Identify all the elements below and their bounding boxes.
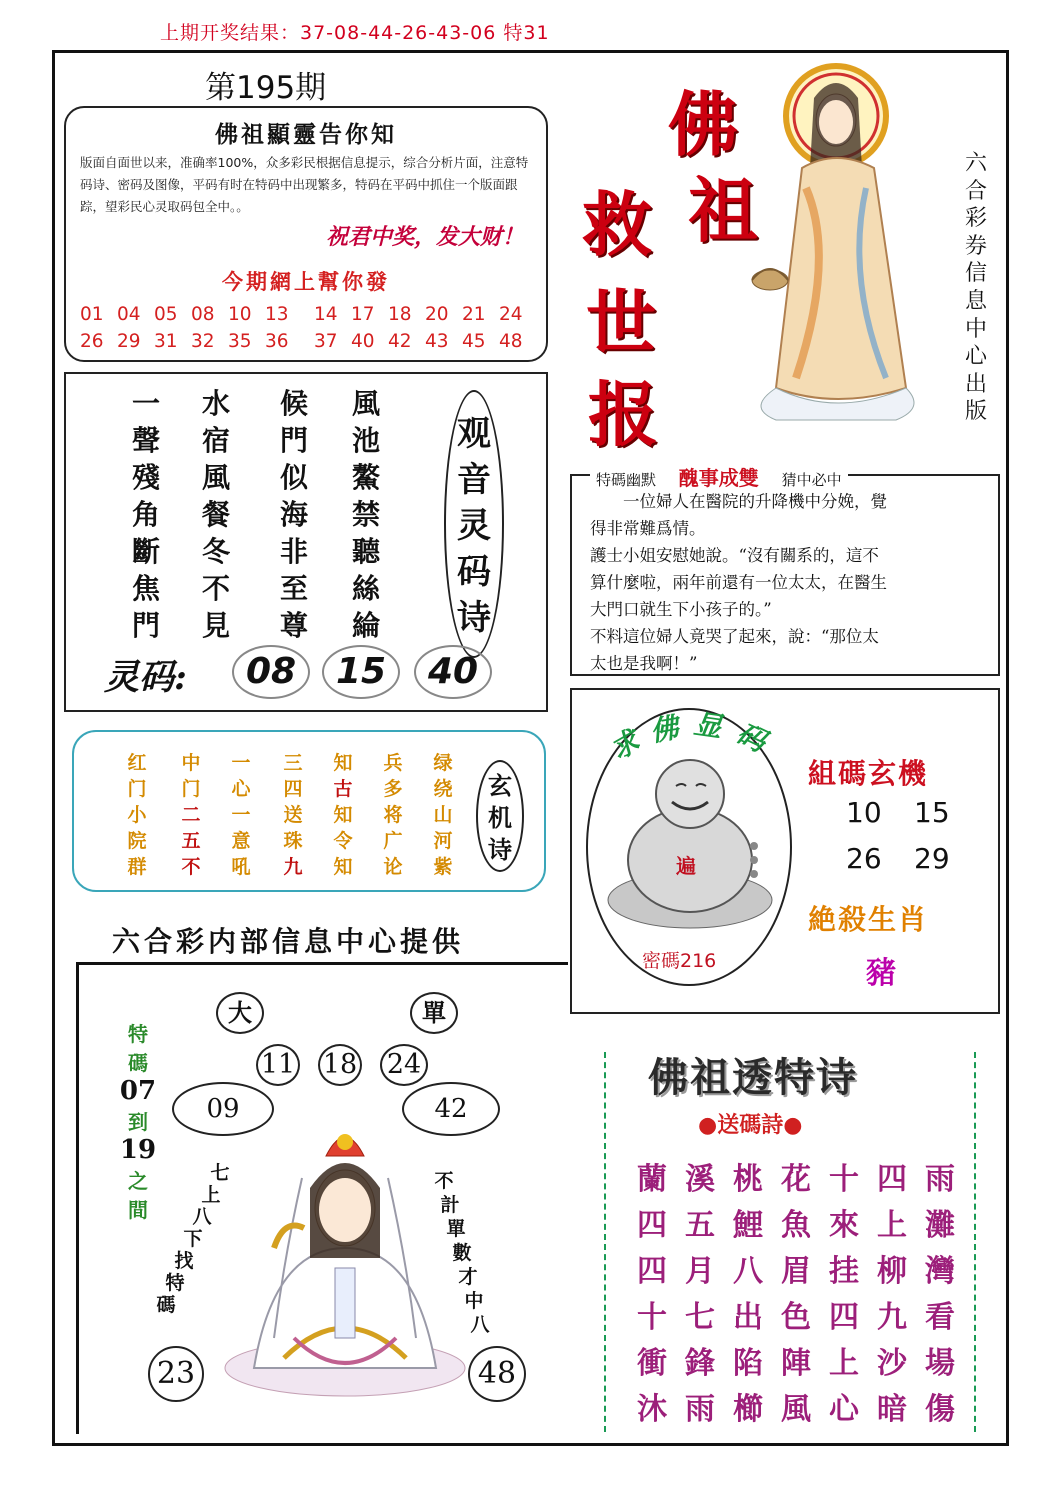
joke-header-right: 猜中必中 <box>781 471 842 489</box>
publisher-char: 息 <box>964 289 987 314</box>
poem-char: 七 <box>685 1300 715 1335</box>
poem-char: 紫 <box>433 856 453 878</box>
number: 45 <box>462 331 486 352</box>
poem-char: 門 <box>131 609 160 642</box>
poem-char: 门 <box>127 778 147 800</box>
fozu-poem-subtitle: ●送碼詩● <box>698 1113 803 1138</box>
tema-from: 07 <box>119 1076 157 1106</box>
publisher-char: 信 <box>964 261 987 287</box>
poem-char: 送 <box>283 804 303 826</box>
poem-char: 雨 <box>925 1162 955 1197</box>
joke-body <box>590 488 990 677</box>
poem-char: 餐 <box>201 498 230 531</box>
masthead-char: 佛 <box>668 83 738 166</box>
left-oval-number: 09 <box>172 1082 274 1136</box>
poem-char: 聽 <box>351 535 380 568</box>
number: 10 <box>228 304 252 325</box>
joke-header <box>590 462 848 491</box>
poem-char: 海 <box>279 498 308 531</box>
poem-char: 古 <box>333 778 353 800</box>
big-marker: 大 <box>216 992 264 1034</box>
poem-char: 月 <box>685 1254 715 1289</box>
number: 40 <box>351 331 375 352</box>
number: 43 <box>425 331 449 352</box>
poem-title-char: 码 <box>457 552 491 592</box>
poem-char: 溪 <box>685 1162 715 1197</box>
zuma-title: 組碼玄機 <box>808 757 929 790</box>
poem-char: 三 <box>283 752 303 774</box>
poem-char: 暗 <box>877 1392 907 1427</box>
poem-char: 四 <box>637 1208 667 1243</box>
tema-range <box>116 1018 160 1223</box>
publisher-char: 彩 <box>964 206 987 232</box>
poem-char: 心 <box>231 778 251 800</box>
tema-end: 之 <box>128 1169 148 1193</box>
number: 36 <box>265 331 289 352</box>
bottom-right-number: 48 <box>468 1346 526 1402</box>
phrase-char: 八 <box>470 1314 490 1336</box>
phrase-char: 單 <box>446 1218 466 1240</box>
joke-box <box>570 466 1000 676</box>
poem-char: 角 <box>131 498 160 531</box>
poem-char: 殘 <box>131 461 160 494</box>
poem-char: 宿 <box>201 424 230 457</box>
number: 26 <box>80 331 104 352</box>
joke-title: 醜事成雙 <box>678 466 759 490</box>
number-circle: 24 <box>380 1044 428 1086</box>
lingma-number: 08 <box>232 645 310 699</box>
poem-char: 不 <box>201 572 230 605</box>
info-box-body: 版面自面世以来，准确率100%，众多彩民根据信息提示，综合分析片面，注意特码诗、密码及图像，平码有时在特码中出现繁多，特码在平码中抓住一个版面跟踪，望彩民心灵取码包全中。。 <box>80 155 529 214</box>
number: 13 <box>265 304 289 325</box>
arc-title-char: 佛 <box>647 710 681 749</box>
poem-char: 山 <box>433 804 453 826</box>
poem-char: 絲 <box>351 572 380 605</box>
poem-char: 八 <box>733 1254 763 1289</box>
number: 21 <box>462 304 486 325</box>
poem-char: 红 <box>127 752 147 774</box>
number: 48 <box>499 331 523 352</box>
poem-char: 鯉 <box>733 1208 763 1243</box>
slogan: 祝君中奖，发大财！ <box>325 225 524 250</box>
tema-label: 碼 <box>128 1051 148 1075</box>
masthead-char: 救 <box>582 183 652 266</box>
number: 01 <box>80 304 104 325</box>
poem-char: 綸 <box>351 609 380 642</box>
poem-char: 風 <box>201 461 230 494</box>
poem-char: 灣 <box>925 1254 955 1289</box>
standing-guanyin-image <box>736 58 948 428</box>
publisher-char: 合 <box>964 178 987 204</box>
poem-char: 上 <box>877 1208 907 1243</box>
number: 31 <box>154 331 178 352</box>
number: 17 <box>351 304 375 325</box>
poem-char: 多 <box>383 778 403 800</box>
poem-char: 候 <box>279 387 308 420</box>
poem-char: 魚 <box>781 1208 811 1243</box>
poem-title-char: 观 <box>457 414 491 454</box>
arc-title-char: 码 <box>731 716 772 759</box>
joke-header-left: 特碼幽默 <box>596 471 657 489</box>
info-box-title: 佛祖顯靈告你知 <box>215 121 397 148</box>
poem-char: 風 <box>351 387 380 420</box>
poem-char: 知 <box>333 856 353 878</box>
poem-title-char: 诗 <box>488 835 512 864</box>
number: 37 <box>314 331 338 352</box>
poem-char: 院 <box>127 830 147 852</box>
poem-char: 陣 <box>781 1346 811 1381</box>
publisher-char: 中 <box>964 316 987 342</box>
poem-char: 一 <box>231 752 251 774</box>
lingma-number: 40 <box>414 645 492 699</box>
seated-guanyin-image <box>214 1098 476 1398</box>
publisher-char: 版 <box>964 399 987 425</box>
right-oval-number: 42 <box>402 1082 500 1136</box>
buddha-char: 遍 <box>676 854 696 878</box>
poem-char: 池 <box>351 424 380 457</box>
provider-line: 六合彩内部信息中心提供 <box>112 925 465 958</box>
joke-line: 太也是我啊！” <box>590 654 698 673</box>
phrase-char: 找 <box>174 1250 194 1272</box>
number: 14 <box>314 304 338 325</box>
joke-line: 算什麼啦，兩年前還有一位太太，在醫生 <box>590 573 887 592</box>
poem-char: 雨 <box>685 1392 715 1427</box>
poem-char: 看 <box>925 1300 955 1335</box>
zuma-number: 26 <box>846 842 882 875</box>
joke-line: 大門口就生下小孩子的。” <box>590 600 772 619</box>
arc-title-char: 求 <box>604 724 646 767</box>
poem-char: 至 <box>279 572 308 605</box>
publisher-char: 心 <box>964 344 987 370</box>
poem-char: 不 <box>181 856 201 878</box>
poem-char: 五 <box>685 1208 715 1243</box>
poem-char: 似 <box>279 461 308 494</box>
joke-line: 一位婦人在醫院的升降機中分娩，覺 <box>590 492 887 511</box>
info-box <box>64 106 548 362</box>
number: 32 <box>191 331 215 352</box>
number: 24 <box>499 304 523 325</box>
poem-char: 四 <box>283 778 303 800</box>
last-result-header: 上期开奖结果：37-08-44-26-43-06 特31 <box>160 22 550 44</box>
poem-char: 門 <box>279 424 308 457</box>
phrase-char: 碼 <box>156 1294 176 1316</box>
poem-char: 一 <box>131 387 160 420</box>
issue-number: 第195期 <box>205 70 327 106</box>
tema-label: 特 <box>128 1022 148 1046</box>
numbers-row-1 <box>80 304 536 325</box>
lingma-number: 15 <box>322 645 400 699</box>
phrase-char: 特 <box>165 1272 185 1294</box>
number: 29 <box>117 331 141 352</box>
poem-char: 眉 <box>781 1254 811 1289</box>
poem-title-char: 机 <box>488 803 512 832</box>
phrase-char: 計 <box>440 1194 460 1216</box>
number: 04 <box>117 304 141 325</box>
numbers-row-2 <box>80 331 536 352</box>
poem-char: 非 <box>279 535 308 568</box>
poem-char: 尊 <box>279 609 308 642</box>
poem-char: 蘭 <box>637 1162 667 1197</box>
phrase-char: 才 <box>458 1266 478 1288</box>
number-circle: 11 <box>256 1044 300 1086</box>
masthead-char: 报 <box>588 373 658 456</box>
poem-char: 四 <box>829 1300 859 1335</box>
poem-char: 衝 <box>637 1346 667 1381</box>
poem-char: 知 <box>333 804 353 826</box>
poem-char: 傷 <box>925 1392 955 1427</box>
poem-char: 沐 <box>637 1392 667 1427</box>
poem-char: 珠 <box>283 830 303 852</box>
poem-char: 見 <box>201 609 230 642</box>
poem-char: 二 <box>181 804 201 826</box>
poem-title-char: 灵 <box>457 506 491 546</box>
poem-char: 來 <box>829 1208 859 1243</box>
poem-char: 灘 <box>925 1208 955 1243</box>
publisher-char: 出 <box>964 371 987 397</box>
single-marker: 單 <box>410 992 458 1034</box>
poem-char: 群 <box>127 856 147 878</box>
poem-char: 绿 <box>433 752 453 774</box>
poem-char: 出 <box>733 1300 763 1335</box>
poem-char: 櫛 <box>733 1392 763 1427</box>
phrase-char: 數 <box>452 1242 472 1264</box>
poem-char: 場 <box>925 1346 955 1381</box>
publisher-char: 六 <box>964 151 987 176</box>
poem-char: 十 <box>637 1300 667 1335</box>
phrase-char: 不 <box>434 1170 454 1192</box>
poem-char: 门 <box>181 778 201 800</box>
joke-line: 護士小姐安慰她說。“沒有關系的，這不 <box>590 546 879 565</box>
poem-char: 上 <box>829 1346 859 1381</box>
poem-char: 風 <box>781 1392 811 1427</box>
poem-char: 中 <box>181 752 201 774</box>
poem-char: 绕 <box>433 778 453 800</box>
poem-char: 鋒 <box>685 1346 715 1381</box>
poem-char: 广 <box>383 830 403 852</box>
poem-char: 鰲 <box>351 461 380 494</box>
number: 08 <box>191 304 215 325</box>
joke-line: 得非常難爲情。 <box>590 519 706 538</box>
poem-char: 兵 <box>383 752 403 774</box>
poem-title-char: 音 <box>457 460 491 500</box>
poem-char: 一 <box>231 804 251 826</box>
poem-char: 聲 <box>131 424 160 457</box>
poem-char: 柳 <box>877 1254 907 1289</box>
laughing-buddha-image <box>604 750 776 930</box>
poem-char: 四 <box>877 1162 907 1197</box>
poem-char: 四 <box>637 1254 667 1289</box>
arc-title-char: 显 <box>691 707 724 744</box>
phrase-char: 中 <box>464 1290 484 1312</box>
poem-char: 十 <box>829 1162 859 1197</box>
poem-char: 焦 <box>131 572 160 605</box>
phrase-char: 上 <box>201 1184 221 1206</box>
poem-char: 挂 <box>829 1254 859 1289</box>
poem-title-char: 诗 <box>457 598 491 638</box>
poem-char: 令 <box>333 830 353 852</box>
tema-to: 19 <box>119 1135 157 1165</box>
zuma-number: 15 <box>914 796 950 829</box>
poem-char: 冬 <box>201 535 230 568</box>
zuma-number: 29 <box>914 842 950 875</box>
publisher-char: 券 <box>964 233 987 259</box>
poem-char: 心 <box>829 1392 859 1427</box>
lingma-label: 灵码: <box>104 657 187 698</box>
poem-char: 知 <box>333 752 353 774</box>
poem-char: 斷 <box>131 535 160 568</box>
number: 35 <box>228 331 252 352</box>
poem-char: 陷 <box>733 1346 763 1381</box>
kill-zodiac-value: 豬 <box>866 956 896 991</box>
poem-char: 论 <box>383 856 403 878</box>
tema-end: 間 <box>128 1198 148 1222</box>
poem-char: 将 <box>383 804 403 826</box>
poem-char: 九 <box>877 1300 907 1335</box>
phrase-char: 下 <box>183 1228 203 1250</box>
poem-char: 色 <box>781 1300 811 1335</box>
phrase-char: 七 <box>210 1162 230 1184</box>
poem-char: 小 <box>127 804 147 826</box>
poem-char: 吼 <box>231 856 251 878</box>
poem-char: 九 <box>283 856 303 878</box>
number: 20 <box>425 304 449 325</box>
poem-char: 沙 <box>877 1346 907 1381</box>
poem-char: 花 <box>781 1162 811 1197</box>
poem-title-char: 玄 <box>488 771 512 800</box>
poem-char: 意 <box>231 830 251 852</box>
number-circle: 18 <box>318 1044 362 1086</box>
secret-code: 密碼216 <box>642 950 717 972</box>
masthead-char: 祖 <box>688 169 758 252</box>
masthead-char: 世 <box>586 281 656 364</box>
tema-to-label: 到 <box>128 1110 148 1134</box>
number: 05 <box>154 304 178 325</box>
zuma-number: 10 <box>846 796 882 829</box>
joke-line: 不料這位婦人竟哭了起來，說：“那位太 <box>590 627 879 646</box>
kill-zodiac-label: 絶殺生肖 <box>808 903 929 936</box>
poem-char: 五 <box>181 830 201 852</box>
number: 18 <box>388 304 412 325</box>
numbers-subtitle: 今期網上幫你發 <box>222 270 390 294</box>
number: 42 <box>388 331 412 352</box>
phrase-char: 八 <box>192 1206 212 1228</box>
fozu-poem-title: 佛祖透特诗 <box>648 1054 858 1101</box>
poem-char: 禁 <box>351 498 380 531</box>
poem-char: 桃 <box>733 1162 763 1197</box>
poem-char: 水 <box>201 387 230 420</box>
bottom-left-number: 23 <box>148 1346 204 1402</box>
poem-char: 河 <box>433 830 453 852</box>
